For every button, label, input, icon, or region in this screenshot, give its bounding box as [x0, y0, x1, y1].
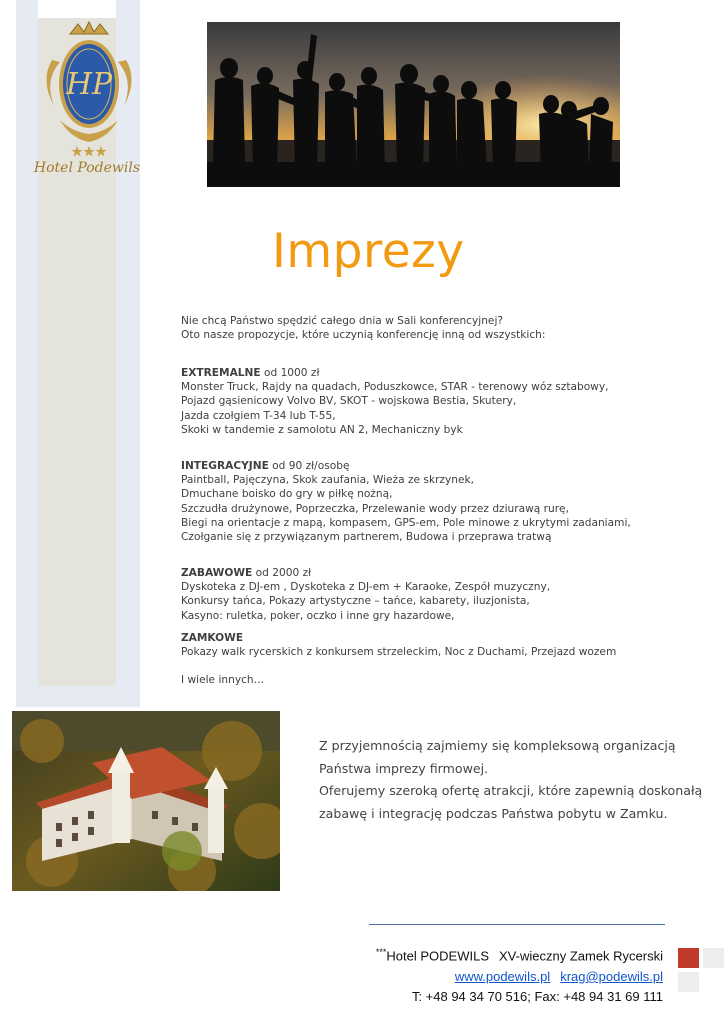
section-line: Biegi na orientacje z mapą, kompasem, GPS-em, Pole minowe z ukrytymi zadaniami, — [181, 516, 631, 529]
decorative-stripe-gap — [38, 0, 116, 18]
castle-aerial-photo — [12, 711, 280, 891]
section-line: Monster Truck, Rajdy na quadach, Poduszkowce, STAR - terenowy wóz sztabowy, — [181, 381, 609, 394]
section-price: od 90 zł/osobę — [268, 460, 350, 472]
section-extreme — [181, 366, 609, 437]
footer-divider — [369, 924, 665, 925]
footer-hotel-line — [376, 942, 663, 967]
section-line: Szczudła drużynowe, Poprzeczka, Przelewanie wody przez dziurawą rurę, — [181, 502, 569, 515]
section-heading — [181, 566, 550, 580]
footer-phone: T: +48 94 34 70 516; Fax: +48 94 31 69 111 — [411, 989, 663, 1005]
intro-text — [181, 314, 545, 342]
crest-icon — [30, 20, 148, 160]
section-line: Konkursy tańca, Pokazy artystyczne – tańce, kabarety, iluzjonista, — [181, 595, 530, 608]
section-heading-title: ZAMKOWE — [181, 632, 244, 644]
pitch-line: Państwa imprezy firmowej. — [319, 760, 489, 776]
section-castle — [181, 631, 616, 659]
outro-text: I wiele innych… — [181, 674, 265, 686]
section-heading-title: EXTREMALNE — [181, 367, 261, 379]
footer-hotel-name: Hotel PODEWILS — [386, 948, 490, 964]
section-heading-title: ZABAWOWE — [181, 567, 253, 579]
section-line: Dyskoteka z DJ-em , Dyskoteka z DJ-em + Karaoke, Zespół muzyczny, — [181, 581, 551, 594]
section-line: Kasyno: ruletka, poker, oczko i inne gry hazardowe, — [181, 609, 455, 622]
section-heading-title: INTEGRACYJNE — [181, 460, 269, 472]
team-sunset-photo — [207, 22, 620, 187]
website-link[interactable]: www.podewils.pl — [454, 968, 551, 984]
section-line: Dmuchane boisko do gry w piłkę nożną, — [181, 488, 393, 501]
offer-pitch — [319, 735, 709, 825]
section-line: Pojazd gąsienicowy Volvo BV, SKOT - wojskowa Bestia, Skutery, — [181, 395, 517, 408]
logo-monogram: HP — [65, 67, 113, 102]
email-link[interactable]: krag@podewils.pl — [560, 968, 663, 984]
section-integration — [181, 459, 631, 544]
decorative-square-red — [678, 948, 699, 968]
section-price: od 1000 zł — [260, 367, 320, 379]
section-line: Jazda czołgiem T-34 lub T-55, — [181, 409, 336, 422]
decorative-square-grey — [678, 972, 699, 992]
section-heading — [181, 366, 609, 380]
section-line: Paintball, Pajęczyna, Skok zaufania, Wieża ze skrzynek, — [181, 474, 474, 487]
pitch-line: Z przyjemnością zajmiemy się kompleksową organizacją — [319, 738, 676, 753]
section-line: Pokazy walk rycerskich z konkursem strzeleckim, Noc z Duchami, Przejazd wozem — [181, 646, 617, 659]
section-price: od 2000 zł — [252, 567, 312, 579]
footer-links — [376, 967, 663, 988]
intro-line: Oto nasze propozycje, które uczynią konferencję inną od wszystkich: — [181, 329, 546, 342]
section-fun — [181, 566, 550, 623]
pitch-line: Oferujemy szeroką ofertę atrakcji, które zapewnią doskonałą — [319, 783, 703, 798]
footer-contact — [376, 942, 663, 1008]
footer-tagline: XV-wieczny Zamek Rycerski — [499, 948, 663, 964]
section-heading — [181, 631, 616, 645]
pitch-line: zabawę i integrację podczas Państwa pobytu w Zamku. — [319, 805, 668, 821]
intro-line: Nie chcą Państwo spędzić całego dnia w Sali konferencyjnej? — [181, 315, 504, 327]
hotel-logo-text: Hotel Podewils — [33, 160, 141, 176]
section-line: Skoki w tandemie z samolotu AN 2, Mechaniczny byk — [181, 423, 463, 436]
page-title: Imprezy — [272, 224, 465, 279]
decorative-square-grey — [703, 948, 724, 968]
section-line: Czołganie się z przywiązanym partnerem, Budowa i przeprawa tratwą — [181, 531, 552, 544]
section-heading — [181, 459, 631, 473]
footer-stars: *** — [375, 947, 387, 957]
